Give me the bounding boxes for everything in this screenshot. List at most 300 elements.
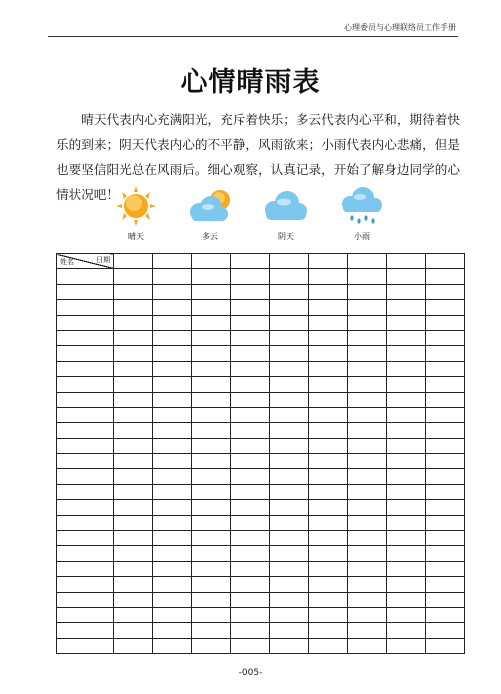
mood-cell[interactable] <box>153 638 192 653</box>
date-cell[interactable] <box>192 254 231 269</box>
mood-cell[interactable] <box>348 407 387 422</box>
mood-cell[interactable] <box>192 361 231 376</box>
mood-cell[interactable] <box>309 592 348 607</box>
mood-cell[interactable] <box>387 438 426 453</box>
sun-icon <box>114 186 158 226</box>
mood-cell[interactable] <box>270 361 309 376</box>
name-cell[interactable] <box>57 346 114 361</box>
mood-cell[interactable] <box>231 484 270 499</box>
page-number: -005- <box>238 668 263 678</box>
mood-cell[interactable] <box>270 454 309 469</box>
mood-cell[interactable] <box>270 531 309 546</box>
mood-cell[interactable] <box>114 607 153 622</box>
name-cell[interactable] <box>57 269 114 284</box>
mood-cell[interactable] <box>309 423 348 438</box>
mood-cell[interactable] <box>153 592 192 607</box>
name-cell[interactable] <box>57 454 114 469</box>
mood-cell[interactable] <box>231 592 270 607</box>
mood-cell[interactable] <box>153 346 192 361</box>
mood-cell[interactable] <box>114 346 153 361</box>
mood-cell[interactable] <box>114 592 153 607</box>
mood-cell[interactable] <box>387 592 426 607</box>
intro-paragraph: 晴天代表内心充满阳光，充斥着快乐；多云代表内心平和，期待着快乐的到来；阴天代表内心的不平静，风雨欲来；小雨代表内心悲痛，但是也要坚信阳光总在风雨后。细心观察，认真记录，开始了解身边同学的心情状况吧！ <box>56 112 460 202</box>
mood-cell[interactable] <box>426 330 465 345</box>
mood-cell[interactable] <box>309 454 348 469</box>
mood-cell[interactable] <box>426 607 465 622</box>
mood-cell[interactable] <box>309 269 348 284</box>
mood-cell[interactable] <box>153 484 192 499</box>
mood-cell[interactable] <box>114 454 153 469</box>
table-row <box>57 638 465 653</box>
mood-cell[interactable] <box>348 361 387 376</box>
mood-cell[interactable] <box>270 577 309 592</box>
mood-cell[interactable] <box>309 546 348 561</box>
mood-cell[interactable] <box>426 515 465 530</box>
mood-cell[interactable] <box>426 592 465 607</box>
mood-cell[interactable] <box>348 515 387 530</box>
mood-cell[interactable] <box>153 607 192 622</box>
mood-cell[interactable] <box>309 623 348 638</box>
mood-cell[interactable] <box>231 438 270 453</box>
name-cell[interactable] <box>57 546 114 561</box>
mood-cell[interactable] <box>231 546 270 561</box>
mood-cell[interactable] <box>426 377 465 392</box>
mood-cell[interactable] <box>192 546 231 561</box>
date-cell[interactable] <box>309 254 348 269</box>
mood-cell[interactable] <box>231 638 270 653</box>
mood-cell[interactable] <box>231 346 270 361</box>
mood-cell[interactable] <box>192 638 231 653</box>
mood-cell[interactable] <box>270 607 309 622</box>
table-row <box>57 623 465 638</box>
name-cell[interactable] <box>57 330 114 345</box>
mood-cell[interactable] <box>426 269 465 284</box>
mood-cell[interactable] <box>270 330 309 345</box>
mood-cell[interactable] <box>114 423 153 438</box>
mood-cell[interactable] <box>270 515 309 530</box>
date-cell[interactable] <box>153 254 192 269</box>
mood-cell[interactable] <box>270 623 309 638</box>
table-row <box>57 330 465 345</box>
mood-cell[interactable] <box>270 469 309 484</box>
mood-cell[interactable] <box>426 346 465 361</box>
mood-cell[interactable] <box>270 284 309 299</box>
mood-cell[interactable] <box>426 454 465 469</box>
mood-cell[interactable] <box>426 284 465 299</box>
mood-cell[interactable] <box>114 377 153 392</box>
mood-cell[interactable] <box>348 377 387 392</box>
mood-cell[interactable] <box>426 423 465 438</box>
date-cell[interactable] <box>114 254 153 269</box>
mood-cell[interactable] <box>231 407 270 422</box>
table-row <box>57 361 465 376</box>
mood-cell[interactable] <box>153 407 192 422</box>
mood-cell[interactable] <box>114 315 153 330</box>
mood-cell[interactable] <box>114 546 153 561</box>
mood-cell[interactable] <box>387 454 426 469</box>
mood-cell[interactable] <box>348 300 387 315</box>
mood-cell[interactable] <box>231 361 270 376</box>
mood-cell[interactable] <box>387 423 426 438</box>
name-cell[interactable] <box>57 623 114 638</box>
mood-cell[interactable] <box>348 454 387 469</box>
mood-cell[interactable] <box>192 454 231 469</box>
mood-cell[interactable] <box>348 531 387 546</box>
table-header-row <box>57 254 465 269</box>
header-rule <box>48 36 458 37</box>
mood-cell[interactable] <box>114 284 153 299</box>
weather-item-rain <box>332 186 392 242</box>
mood-cell[interactable] <box>270 300 309 315</box>
mood-cell[interactable] <box>426 300 465 315</box>
mood-cell[interactable] <box>231 531 270 546</box>
mood-cell[interactable] <box>309 361 348 376</box>
table-row <box>57 454 465 469</box>
mood-cell[interactable] <box>426 577 465 592</box>
mood-cell[interactable] <box>348 607 387 622</box>
mood-cell[interactable] <box>309 577 348 592</box>
table-row <box>57 346 465 361</box>
mood-cell[interactable] <box>153 469 192 484</box>
mood-cell[interactable] <box>348 484 387 499</box>
name-cell[interactable] <box>57 531 114 546</box>
mood-cell[interactable] <box>231 454 270 469</box>
mood-cell[interactable] <box>348 284 387 299</box>
weather-label-overcast: 阴天 <box>278 232 294 241</box>
mood-cell[interactable] <box>192 284 231 299</box>
mood-cell[interactable] <box>192 561 231 576</box>
mood-cell[interactable] <box>387 361 426 376</box>
mood-cell[interactable] <box>192 423 231 438</box>
mood-cell[interactable] <box>153 500 192 515</box>
mood-cell[interactable] <box>387 377 426 392</box>
mood-cell[interactable] <box>153 577 192 592</box>
mood-cell[interactable] <box>426 531 465 546</box>
mood-cell[interactable] <box>153 284 192 299</box>
mood-cell[interactable] <box>426 469 465 484</box>
mood-cell[interactable] <box>309 377 348 392</box>
mood-cell[interactable] <box>309 438 348 453</box>
table-row <box>57 315 465 330</box>
mood-cell[interactable] <box>192 484 231 499</box>
mood-cell[interactable] <box>387 561 426 576</box>
mood-cell[interactable] <box>231 300 270 315</box>
mood-cell[interactable] <box>309 392 348 407</box>
mood-cell[interactable] <box>426 638 465 653</box>
mood-cell[interactable] <box>114 484 153 499</box>
mood-cell[interactable] <box>309 484 348 499</box>
mood-cell[interactable] <box>309 284 348 299</box>
table-row <box>57 500 465 515</box>
date-cell[interactable] <box>348 254 387 269</box>
mood-cell[interactable] <box>192 592 231 607</box>
mood-cell[interactable] <box>348 346 387 361</box>
mood-cell[interactable] <box>348 315 387 330</box>
header-date-label: 日期 <box>96 256 110 264</box>
mood-cell[interactable] <box>426 315 465 330</box>
mood-cell[interactable] <box>153 361 192 376</box>
mood-cell[interactable] <box>192 300 231 315</box>
mood-cell[interactable] <box>270 407 309 422</box>
mood-cell[interactable] <box>348 500 387 515</box>
mood-cell[interactable] <box>387 546 426 561</box>
mood-cell[interactable] <box>114 561 153 576</box>
weather-label-rain: 小雨 <box>354 232 370 241</box>
mood-cell[interactable] <box>114 500 153 515</box>
mood-cell[interactable] <box>192 346 231 361</box>
mood-cell[interactable] <box>192 392 231 407</box>
mood-cell[interactable] <box>270 346 309 361</box>
table-row <box>57 438 465 453</box>
mood-cell[interactable] <box>348 546 387 561</box>
mood-cell[interactable] <box>309 500 348 515</box>
mood-cell[interactable] <box>231 269 270 284</box>
table-row <box>57 561 465 576</box>
mood-cell[interactable] <box>309 638 348 653</box>
mood-cell[interactable] <box>114 469 153 484</box>
mood-cell[interactable] <box>153 423 192 438</box>
mood-cell[interactable] <box>426 407 465 422</box>
date-cell[interactable] <box>231 254 270 269</box>
name-cell[interactable] <box>57 607 114 622</box>
mood-cell[interactable] <box>270 638 309 653</box>
mood-cell[interactable] <box>348 561 387 576</box>
name-cell[interactable] <box>57 423 114 438</box>
mood-cell[interactable] <box>270 500 309 515</box>
mood-cell[interactable] <box>387 531 426 546</box>
mood-cell[interactable] <box>114 392 153 407</box>
mood-cell[interactable] <box>114 300 153 315</box>
weather-item-cloudy <box>180 186 240 242</box>
mood-cell[interactable] <box>231 500 270 515</box>
partly-cloudy-icon <box>184 186 236 226</box>
mood-cell[interactable] <box>192 500 231 515</box>
mood-cell[interactable] <box>387 577 426 592</box>
mood-cell[interactable] <box>192 469 231 484</box>
mood-cell[interactable] <box>231 315 270 330</box>
mood-cell[interactable] <box>426 500 465 515</box>
mood-cell[interactable] <box>114 438 153 453</box>
mood-cell[interactable] <box>192 438 231 453</box>
mood-cell[interactable] <box>387 484 426 499</box>
mood-cell[interactable] <box>309 300 348 315</box>
table-row <box>57 515 465 530</box>
mood-cell[interactable] <box>153 561 192 576</box>
weather-item-overcast <box>256 186 316 242</box>
name-cell[interactable] <box>57 377 114 392</box>
name-cell[interactable] <box>57 407 114 422</box>
mood-cell[interactable] <box>270 423 309 438</box>
mood-cell[interactable] <box>231 577 270 592</box>
name-cell[interactable] <box>57 438 114 453</box>
mood-cell[interactable] <box>426 361 465 376</box>
mood-cell[interactable] <box>231 623 270 638</box>
mood-cell[interactable] <box>348 577 387 592</box>
mood-cell[interactable] <box>348 269 387 284</box>
mood-cell[interactable] <box>426 546 465 561</box>
mood-cell[interactable] <box>387 346 426 361</box>
mood-cell[interactable] <box>231 284 270 299</box>
mood-cell[interactable] <box>426 484 465 499</box>
mood-cell[interactable] <box>231 469 270 484</box>
mood-cell[interactable] <box>270 561 309 576</box>
mood-cell[interactable] <box>348 638 387 653</box>
name-cell[interactable] <box>57 300 114 315</box>
mood-cell[interactable] <box>153 377 192 392</box>
table-row <box>57 531 465 546</box>
table-row <box>57 377 465 392</box>
table-row <box>57 577 465 592</box>
mood-cell[interactable] <box>426 623 465 638</box>
name-cell[interactable] <box>57 592 114 607</box>
mood-cell[interactable] <box>231 515 270 530</box>
mood-cell[interactable] <box>270 315 309 330</box>
mood-cell[interactable] <box>192 377 231 392</box>
mood-cell[interactable] <box>309 330 348 345</box>
table-row <box>57 484 465 499</box>
mood-cell[interactable] <box>387 315 426 330</box>
header-diagonal-cell <box>57 254 114 269</box>
mood-cell[interactable] <box>231 330 270 345</box>
weather-legend <box>100 186 400 244</box>
mood-cell[interactable] <box>192 330 231 345</box>
mood-cell[interactable] <box>309 515 348 530</box>
mood-cell[interactable] <box>114 638 153 653</box>
mood-cell[interactable] <box>309 315 348 330</box>
name-cell[interactable] <box>57 392 114 407</box>
mood-cell[interactable] <box>348 623 387 638</box>
name-cell[interactable] <box>57 577 114 592</box>
running-header: 心理委员与心理联络员工作手册 <box>344 23 456 32</box>
mood-cell[interactable] <box>114 531 153 546</box>
table-row <box>57 300 465 315</box>
name-cell[interactable] <box>57 469 114 484</box>
mood-cell[interactable] <box>153 315 192 330</box>
mood-cell[interactable] <box>114 577 153 592</box>
mood-cell[interactable] <box>192 623 231 638</box>
name-cell[interactable] <box>57 315 114 330</box>
mood-cell[interactable] <box>153 438 192 453</box>
mood-cell[interactable] <box>192 531 231 546</box>
mood-cell[interactable] <box>270 392 309 407</box>
table-row <box>57 546 465 561</box>
mood-cell[interactable] <box>309 607 348 622</box>
mood-cell[interactable] <box>270 377 309 392</box>
mood-cell[interactable] <box>153 531 192 546</box>
mood-cell[interactable] <box>426 561 465 576</box>
mood-cell[interactable] <box>387 284 426 299</box>
mood-cell[interactable] <box>270 269 309 284</box>
mood-cell[interactable] <box>114 361 153 376</box>
mood-cell[interactable] <box>309 469 348 484</box>
mood-cell[interactable] <box>114 515 153 530</box>
mood-cell[interactable] <box>114 623 153 638</box>
table-row <box>57 607 465 622</box>
name-cell[interactable] <box>57 284 114 299</box>
mood-cell[interactable] <box>387 407 426 422</box>
name-cell[interactable] <box>57 500 114 515</box>
mood-cell[interactable] <box>309 346 348 361</box>
name-cell[interactable] <box>57 484 114 499</box>
mood-cell[interactable] <box>387 623 426 638</box>
mood-cell[interactable] <box>153 546 192 561</box>
mood-cell[interactable] <box>153 392 192 407</box>
mood-cell[interactable] <box>114 330 153 345</box>
mood-cell[interactable] <box>309 531 348 546</box>
mood-cell[interactable] <box>387 269 426 284</box>
mood-cell[interactable] <box>348 423 387 438</box>
mood-cell[interactable] <box>387 515 426 530</box>
date-cell[interactable] <box>270 254 309 269</box>
mood-cell[interactable] <box>231 423 270 438</box>
rain-cloud-icon <box>336 186 388 226</box>
mood-cell[interactable] <box>348 469 387 484</box>
mood-cell[interactable] <box>153 269 192 284</box>
mood-cell[interactable] <box>387 638 426 653</box>
mood-cell[interactable] <box>192 607 231 622</box>
mood-cell[interactable] <box>348 392 387 407</box>
name-cell[interactable] <box>57 561 114 576</box>
mood-cell[interactable] <box>387 469 426 484</box>
mood-cell[interactable] <box>387 500 426 515</box>
name-cell[interactable] <box>57 361 114 376</box>
mood-cell[interactable] <box>231 392 270 407</box>
mood-cell[interactable] <box>192 515 231 530</box>
table-row <box>57 469 465 484</box>
mood-cell[interactable] <box>309 561 348 576</box>
mood-cell[interactable] <box>426 438 465 453</box>
mood-cell[interactable] <box>192 269 231 284</box>
table-row <box>57 269 465 284</box>
mood-cell[interactable] <box>192 577 231 592</box>
mood-cell[interactable] <box>270 592 309 607</box>
mood-cell[interactable] <box>231 607 270 622</box>
mood-cell[interactable] <box>270 546 309 561</box>
mood-cell[interactable] <box>153 515 192 530</box>
mood-cell[interactable] <box>153 454 192 469</box>
mood-cell[interactable] <box>231 377 270 392</box>
mood-cell[interactable] <box>192 407 231 422</box>
mood-cell[interactable] <box>348 330 387 345</box>
table-row <box>57 423 465 438</box>
date-cell[interactable] <box>387 254 426 269</box>
table-row <box>57 392 465 407</box>
mood-cell[interactable] <box>387 392 426 407</box>
name-cell[interactable] <box>57 515 114 530</box>
mood-cell[interactable] <box>114 407 153 422</box>
table-row <box>57 407 465 422</box>
mood-cell[interactable] <box>387 300 426 315</box>
mood-cell[interactable] <box>270 438 309 453</box>
header-name-label: 姓名 <box>60 258 74 267</box>
mood-cell[interactable] <box>426 392 465 407</box>
name-cell[interactable] <box>57 638 114 653</box>
mood-cell[interactable] <box>114 269 153 284</box>
mood-cell[interactable] <box>153 623 192 638</box>
mood-cell[interactable] <box>387 607 426 622</box>
mood-cell[interactable] <box>231 561 270 576</box>
mood-cell[interactable] <box>270 484 309 499</box>
mood-cell[interactable] <box>192 315 231 330</box>
mood-cell[interactable] <box>153 300 192 315</box>
mood-cell[interactable] <box>387 330 426 345</box>
page-title: 心情晴雨表 <box>180 67 321 98</box>
mood-cell[interactable] <box>309 407 348 422</box>
date-cell[interactable] <box>426 254 465 269</box>
mood-cell[interactable] <box>348 438 387 453</box>
mood-cell[interactable] <box>348 592 387 607</box>
mood-cell[interactable] <box>153 330 192 345</box>
